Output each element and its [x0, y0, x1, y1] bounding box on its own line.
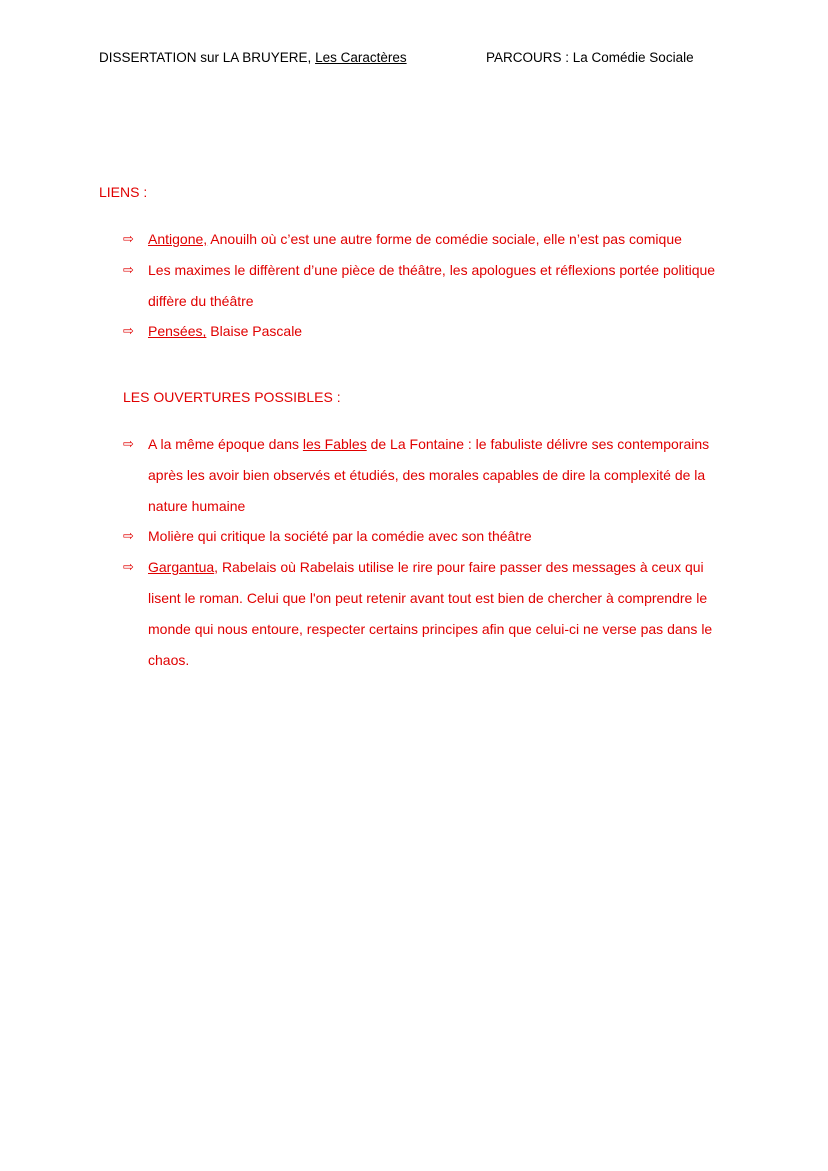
liens-title: LIENS : — [99, 184, 148, 200]
list-item — [123, 316, 733, 347]
liens-list — [123, 224, 733, 347]
list-item — [123, 552, 733, 675]
ouvertures-list — [123, 429, 733, 675]
right-arrow-icon: ⇨ — [123, 231, 134, 246]
right-arrow-icon: ⇨ — [123, 436, 134, 451]
page-header — [99, 50, 719, 70]
header-left-work: Les Caractères — [315, 50, 407, 65]
item-text: de La Fontaine : le fabuliste délivre ses contemporains après les avoir bien observés et étudiés, des morales capables de dire la complexité de la nature humaine — [148, 436, 710, 514]
item-text: , Rabelais où Rabelais utilise le rire pour faire passer des messages à ceux qui lisent le roman. Celui que l'on peut retenir avant tout est bien de chercher à comprendre le monde qui nous entoure, respecter certains principes afin que celui-ci ne verse pas dans le chaos. — [148, 559, 713, 668]
item-text: Blaise Pascale — [206, 323, 303, 340]
item-text: Molière qui critique la société par la comédie avec son théâtre — [148, 528, 532, 545]
work-title: Pensées, — [148, 323, 207, 340]
right-arrow-icon: ⇨ — [123, 323, 134, 339]
item-text: Les maximes le diffèrent d’une pièce de théâtre, les apologues et réflexions portée politique diffère du théâtre — [148, 261, 716, 309]
right-arrow-icon: ⇨ — [123, 559, 134, 575]
right-arrow-icon: ⇨ — [123, 261, 134, 277]
header-left — [99, 50, 407, 65]
work-title: Gargantua — [148, 559, 215, 576]
list-item — [123, 224, 733, 255]
header-left-prefix: DISSERTATION sur LA BRUYERE, — [99, 50, 316, 65]
item-prefix: A la même époque dans — [148, 436, 303, 452]
item-text: Anouilh où c’est une autre forme de comédie sociale, elle n’est pas comique — [207, 231, 682, 247]
work-title: Antigone, — [148, 231, 208, 247]
header-right: PARCOURS : La Comédie Sociale — [486, 50, 694, 65]
ouvertures-title: LES OUVERTURES POSSIBLES : — [123, 389, 341, 405]
work-title: les Fables — [302, 436, 367, 452]
list-item — [123, 255, 733, 317]
list-item — [123, 429, 733, 521]
right-arrow-icon: ⇨ — [123, 528, 134, 544]
list-item — [123, 521, 733, 552]
